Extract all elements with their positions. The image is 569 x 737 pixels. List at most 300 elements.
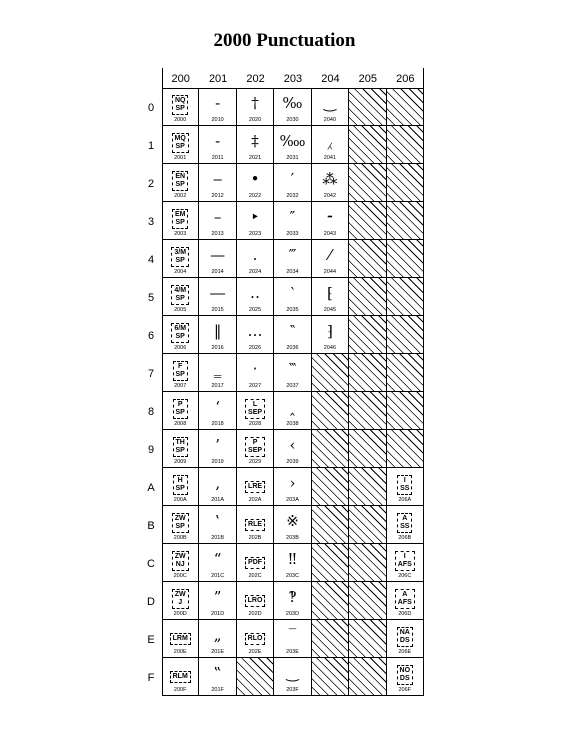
code-point-label: 203A: [286, 497, 299, 503]
code-cell: [162, 278, 199, 316]
glyph: ⁅: [326, 284, 333, 302]
glyph: ‹: [289, 436, 296, 454]
code-cell: [199, 582, 236, 620]
code-point-label: 2028: [248, 421, 262, 427]
glyph: [237, 550, 273, 569]
code-cell: [199, 88, 236, 126]
control-char-box: [245, 437, 265, 457]
glyph: ‘: [215, 398, 220, 416]
unassigned-cell: [387, 430, 424, 468]
code-cell: [199, 126, 236, 164]
code-point-label: 2035: [286, 307, 299, 313]
glyph: ‰: [282, 94, 303, 112]
unassigned-cell: [349, 164, 386, 202]
code-cell: [274, 354, 311, 392]
glyph: ‐: [215, 94, 221, 112]
box-label: LRE: [248, 483, 263, 490]
unassigned-cell: [387, 164, 424, 202]
box-label: SS: [400, 523, 410, 530]
unassigned-cell: [349, 240, 386, 278]
code-point-label: 2019: [211, 459, 224, 465]
code-cell: [199, 430, 236, 468]
code-point-label: 201A: [211, 497, 225, 503]
control-char-box: [397, 513, 412, 533]
glyph: [237, 512, 273, 531]
control-char-box: [397, 627, 413, 647]
control-char-box: [173, 399, 188, 419]
code-cell: [199, 316, 236, 354]
box-label: PDF: [248, 559, 263, 566]
code-point-label: 201D: [211, 611, 225, 617]
code-cell: [199, 544, 236, 582]
code-point-label: 201F: [211, 687, 224, 693]
control-char-box: [245, 519, 265, 531]
code-cell: [312, 278, 349, 316]
glyph: [162, 512, 198, 533]
glyph: ›: [289, 474, 296, 492]
box-label: NO: [399, 667, 411, 674]
glyph: [237, 588, 273, 607]
code-cell: [312, 164, 349, 202]
box-label: LRO: [247, 597, 263, 604]
code-point-label: 201E: [211, 649, 225, 655]
control-char-box: [172, 171, 188, 191]
glyph: [162, 398, 198, 419]
glyph: [162, 132, 198, 153]
code-cell: [199, 202, 236, 240]
row-label: 5: [147, 292, 155, 304]
box-label: SP: [175, 333, 185, 340]
glyph: [162, 94, 198, 115]
glyph: ‶: [289, 322, 296, 340]
unassigned-cell: [312, 468, 349, 506]
glyph: ″: [289, 208, 296, 226]
box-label: RLE: [248, 521, 263, 528]
code-point-label: 2004: [174, 269, 187, 275]
box-label: 6/M: [174, 325, 187, 332]
glyph: †: [251, 94, 259, 112]
code-cell: [274, 164, 311, 202]
code-point-label: 2017: [211, 383, 224, 389]
code-cell: [274, 506, 311, 544]
unassigned-cell: [349, 354, 386, 392]
row-label: 3: [147, 216, 155, 228]
control-char-box: [245, 595, 266, 607]
control-char-box: [245, 481, 265, 493]
unassigned-cell: [349, 278, 386, 316]
code-point-label: 2001: [174, 155, 187, 161]
code-cell: [199, 392, 236, 430]
code-point-label: 2009: [174, 459, 187, 465]
row-label: 6: [147, 330, 155, 342]
code-point-label: 201B: [211, 535, 225, 541]
code-point-label: 2046: [323, 345, 337, 351]
box-label: L: [252, 401, 258, 408]
control-char-box: [173, 361, 188, 381]
glyph: [237, 398, 273, 419]
code-point-label: 2043: [323, 231, 337, 237]
code-point-label: 202C: [248, 573, 262, 579]
box-label: NJ: [175, 561, 185, 568]
glyph: [162, 284, 198, 305]
code-point-label: 2005: [174, 307, 187, 313]
row-label: A: [147, 482, 155, 494]
code-cell: [312, 240, 349, 278]
glyph: [162, 474, 198, 495]
unassigned-cell: [312, 544, 349, 582]
glyph: ”: [213, 588, 222, 606]
unassigned-cell: [349, 88, 386, 126]
glyph: —: [210, 246, 226, 264]
unassigned-cell: [349, 468, 386, 506]
code-point-label: 203C: [285, 573, 300, 579]
unassigned-cell: [349, 316, 386, 354]
glyph: ⁄: [328, 246, 332, 264]
code-point-label: 2025: [248, 307, 262, 313]
glyph: ⁆: [326, 322, 333, 340]
glyph: ‡: [251, 132, 259, 150]
code-point-label: 2007: [174, 383, 187, 389]
glyph: ―: [210, 284, 226, 302]
code-cell: [274, 430, 311, 468]
code-point-label: 2002: [174, 193, 187, 199]
code-cell: [274, 658, 311, 696]
glyph: [387, 550, 423, 571]
box-label: SP: [175, 181, 185, 188]
glyph: ′: [290, 170, 295, 188]
code-point-label: 203D: [285, 611, 300, 617]
box-label: A: [402, 515, 408, 522]
code-cell: [162, 202, 199, 240]
code-point-label: 2015: [211, 307, 224, 313]
control-char-box: [172, 589, 189, 609]
code-cell: [199, 658, 236, 696]
code-cell: [274, 468, 311, 506]
box-label: SP: [175, 409, 185, 416]
box-label: 4/M: [174, 287, 187, 294]
code-cell: [237, 240, 274, 278]
unassigned-cell: [349, 126, 386, 164]
code-cell: [237, 164, 274, 202]
code-cell: [274, 620, 311, 658]
control-char-box: [395, 589, 415, 609]
glyph: ‽: [288, 588, 297, 606]
glyph: ‧: [252, 360, 258, 378]
box-label: SP: [175, 485, 185, 492]
glyph: ‵: [290, 284, 295, 302]
code-cell: [237, 392, 274, 430]
code-cell: [274, 582, 311, 620]
code-point-label: 2038: [286, 421, 299, 427]
box-label: EM: [174, 211, 186, 218]
code-cell: [312, 126, 349, 164]
row-label: B: [147, 520, 155, 532]
unassigned-cell: [312, 658, 349, 696]
code-cell: [237, 430, 274, 468]
glyph: [162, 588, 198, 609]
glyph: ‖: [213, 322, 222, 340]
code-point-label: 200A: [173, 497, 187, 503]
unassigned-cell: [349, 202, 386, 240]
code-point-label: 2022: [248, 193, 262, 199]
code-cell: [199, 506, 236, 544]
page-title: 2000 Punctuation: [213, 30, 356, 51]
row-label: E: [147, 634, 155, 646]
control-char-box: [397, 665, 414, 685]
box-label: AFS: [397, 561, 412, 568]
column-header: 200: [171, 73, 190, 85]
code-cell: [199, 354, 236, 392]
unassigned-cell: [387, 392, 424, 430]
code-cell: [199, 278, 236, 316]
code-point-label: 2034: [286, 269, 299, 275]
unassigned-cell: [387, 354, 424, 392]
code-cell: [162, 582, 199, 620]
unassigned-cell: [312, 506, 349, 544]
control-char-box: [172, 133, 189, 153]
code-cell: [199, 620, 236, 658]
control-char-box: [172, 95, 189, 115]
box-label: ZW: [174, 553, 186, 560]
box-label: A: [402, 591, 408, 598]
code-cell: [274, 240, 311, 278]
code-cell: [237, 126, 274, 164]
glyph: ‱: [279, 132, 306, 150]
control-char-box: [170, 671, 191, 683]
column-header: 205: [358, 73, 378, 85]
unassigned-cell: [349, 430, 386, 468]
code-cell: [237, 506, 274, 544]
code-point-label: 2021: [248, 155, 262, 161]
glyph: [162, 246, 198, 267]
code-point-label: 203E: [286, 649, 299, 655]
glyph: ⁂: [322, 170, 338, 188]
code-point-label: 2016: [211, 345, 224, 351]
code-cell: [387, 468, 424, 506]
box-label: I: [403, 553, 406, 560]
unassigned-cell: [312, 620, 349, 658]
code-point-label: 206B: [398, 535, 412, 541]
code-point-label: 2023: [248, 231, 262, 237]
glyph: [162, 170, 198, 191]
box-label: SS: [400, 485, 410, 492]
code-point-label: 2024: [248, 269, 262, 275]
glyph: [387, 512, 423, 533]
row-label: 8: [147, 406, 155, 418]
glyph: ‾: [288, 626, 297, 644]
glyph: ․: [252, 246, 258, 264]
code-point-label: 206C: [398, 573, 412, 579]
box-label: SP: [175, 447, 185, 454]
code-cell: [274, 126, 311, 164]
glyph: ‸: [289, 398, 296, 416]
code-cell: [237, 544, 274, 582]
box-label: MQ: [174, 135, 186, 142]
unassigned-cell: [387, 278, 424, 316]
code-cell: [237, 316, 274, 354]
glyph: ‿: [323, 94, 336, 112]
glyph: [162, 664, 198, 683]
control-char-box: [395, 551, 415, 571]
glyph: “: [213, 550, 222, 568]
code-cell: [162, 354, 199, 392]
code-point-label: 2003: [174, 231, 187, 237]
glyph: [237, 626, 273, 645]
row-label: D: [147, 596, 155, 608]
glyph: …: [247, 322, 263, 340]
box-label: SP: [175, 219, 185, 226]
row-label: 9: [147, 444, 155, 456]
code-cell: [162, 468, 199, 506]
glyph: ’: [215, 436, 220, 454]
code-point-label: 2030: [286, 117, 299, 123]
code-cell: [274, 316, 311, 354]
glyph: [387, 588, 423, 609]
box-label: SP: [175, 523, 185, 530]
unassigned-cell: [349, 620, 386, 658]
control-char-box: [172, 209, 189, 229]
box-label: SP: [175, 143, 185, 150]
box-label: ZW: [174, 591, 186, 598]
code-point-label: 2041: [323, 155, 337, 161]
code-cell: [237, 468, 274, 506]
code-cell: [199, 164, 236, 202]
control-char-box: [171, 247, 189, 267]
glyph: [162, 550, 198, 571]
code-cell: [199, 468, 236, 506]
glyph: [237, 436, 273, 457]
code-cell: [199, 240, 236, 278]
glyph: ‣: [250, 208, 260, 226]
code-point-label: 200B: [173, 535, 187, 541]
glyph: ‟: [213, 664, 222, 682]
row-label: F: [147, 672, 155, 684]
code-cell: [162, 430, 199, 468]
code-point-label: 200F: [173, 687, 187, 693]
glyph: ‿: [286, 664, 299, 682]
glyph: [162, 322, 198, 343]
code-cell: [387, 582, 424, 620]
code-cell: [162, 316, 199, 354]
glyph: ‗: [213, 360, 222, 378]
glyph: [237, 474, 273, 493]
box-label: F: [178, 363, 183, 370]
code-point-label: 2000: [174, 117, 187, 123]
glyph: –: [213, 208, 222, 226]
control-char-box: [245, 633, 266, 645]
glyph: ‑: [215, 132, 221, 150]
code-point-label: 2033: [286, 231, 299, 237]
glyph: ‒: [212, 170, 223, 188]
code-point-label: 206F: [398, 687, 412, 693]
code-cell: [162, 544, 199, 582]
column-header: 202: [246, 73, 265, 85]
box-label: DS: [399, 637, 410, 644]
code-point-label: 201C: [211, 573, 225, 579]
code-point-label: 2031: [286, 155, 299, 161]
row-label: C: [147, 558, 155, 570]
control-char-box: [397, 475, 412, 495]
box-label: SP: [175, 371, 185, 378]
column-header: 201: [208, 73, 228, 85]
code-cell: [387, 658, 424, 696]
glyph: [162, 208, 198, 229]
code-cell: [237, 88, 274, 126]
box-label: LRM: [172, 635, 188, 642]
code-point-label: 206E: [398, 649, 412, 655]
glyph: ※: [286, 512, 299, 530]
code-point-label: 2012: [211, 193, 224, 199]
control-char-box: [171, 323, 189, 343]
code-point-label: 202D: [248, 611, 262, 617]
row-label: 7: [147, 368, 155, 380]
control-char-box: [173, 437, 188, 457]
code-point-label: 2010: [211, 117, 224, 123]
box-label: RLM: [172, 673, 188, 680]
code-cell: [387, 506, 424, 544]
code-cell: [237, 354, 274, 392]
code-point-label: 2045: [323, 307, 337, 313]
control-char-box: [170, 633, 191, 645]
code-point-label: 2018: [211, 421, 224, 427]
unassigned-cell: [387, 202, 424, 240]
glyph: ‥: [250, 284, 261, 302]
box-label: P: [252, 439, 258, 446]
box-label: H: [177, 477, 183, 484]
control-char-box: [172, 513, 189, 533]
code-point-label: 202A: [248, 497, 262, 503]
control-char-box: [171, 285, 189, 305]
code-point-label: 2013: [211, 231, 224, 237]
unassigned-cell: [312, 582, 349, 620]
code-cell: [387, 620, 424, 658]
unassigned-cell: [349, 544, 386, 582]
row-label: 0: [147, 102, 155, 114]
glyph: [162, 360, 198, 381]
code-point-label: 206A: [398, 497, 412, 503]
code-point-label: 2006: [174, 345, 187, 351]
glyph: ‴: [288, 246, 297, 264]
row-label: 4: [147, 254, 155, 266]
glyph: ‚: [215, 474, 220, 492]
code-point-label: 2020: [248, 117, 262, 123]
code-point-label: 200D: [173, 611, 187, 617]
glyph: ‼: [288, 550, 297, 568]
code-cell: [274, 88, 311, 126]
code-cell: [312, 88, 349, 126]
unassigned-cell: [387, 126, 424, 164]
unassigned-cell: [349, 392, 386, 430]
box-label: RLO: [247, 635, 263, 642]
row-label: 2: [147, 178, 155, 190]
code-point-label: 2008: [174, 421, 187, 427]
box-label: DS: [399, 675, 410, 682]
code-point-label: 206D: [398, 611, 412, 617]
glyph: ⁁: [328, 132, 332, 150]
code-cell: [162, 506, 199, 544]
glyph: „: [213, 626, 222, 644]
code-cell: [274, 544, 311, 582]
unassigned-cell: [349, 658, 386, 696]
unassigned-cell: [349, 582, 386, 620]
glyph: [162, 626, 198, 645]
box-label: SP: [175, 295, 185, 302]
box-label: SEP: [248, 409, 263, 416]
code-cell: [162, 240, 199, 278]
box-label: SEP: [248, 447, 263, 454]
box-label: 3/M: [174, 249, 187, 256]
code-cell: [237, 620, 274, 658]
